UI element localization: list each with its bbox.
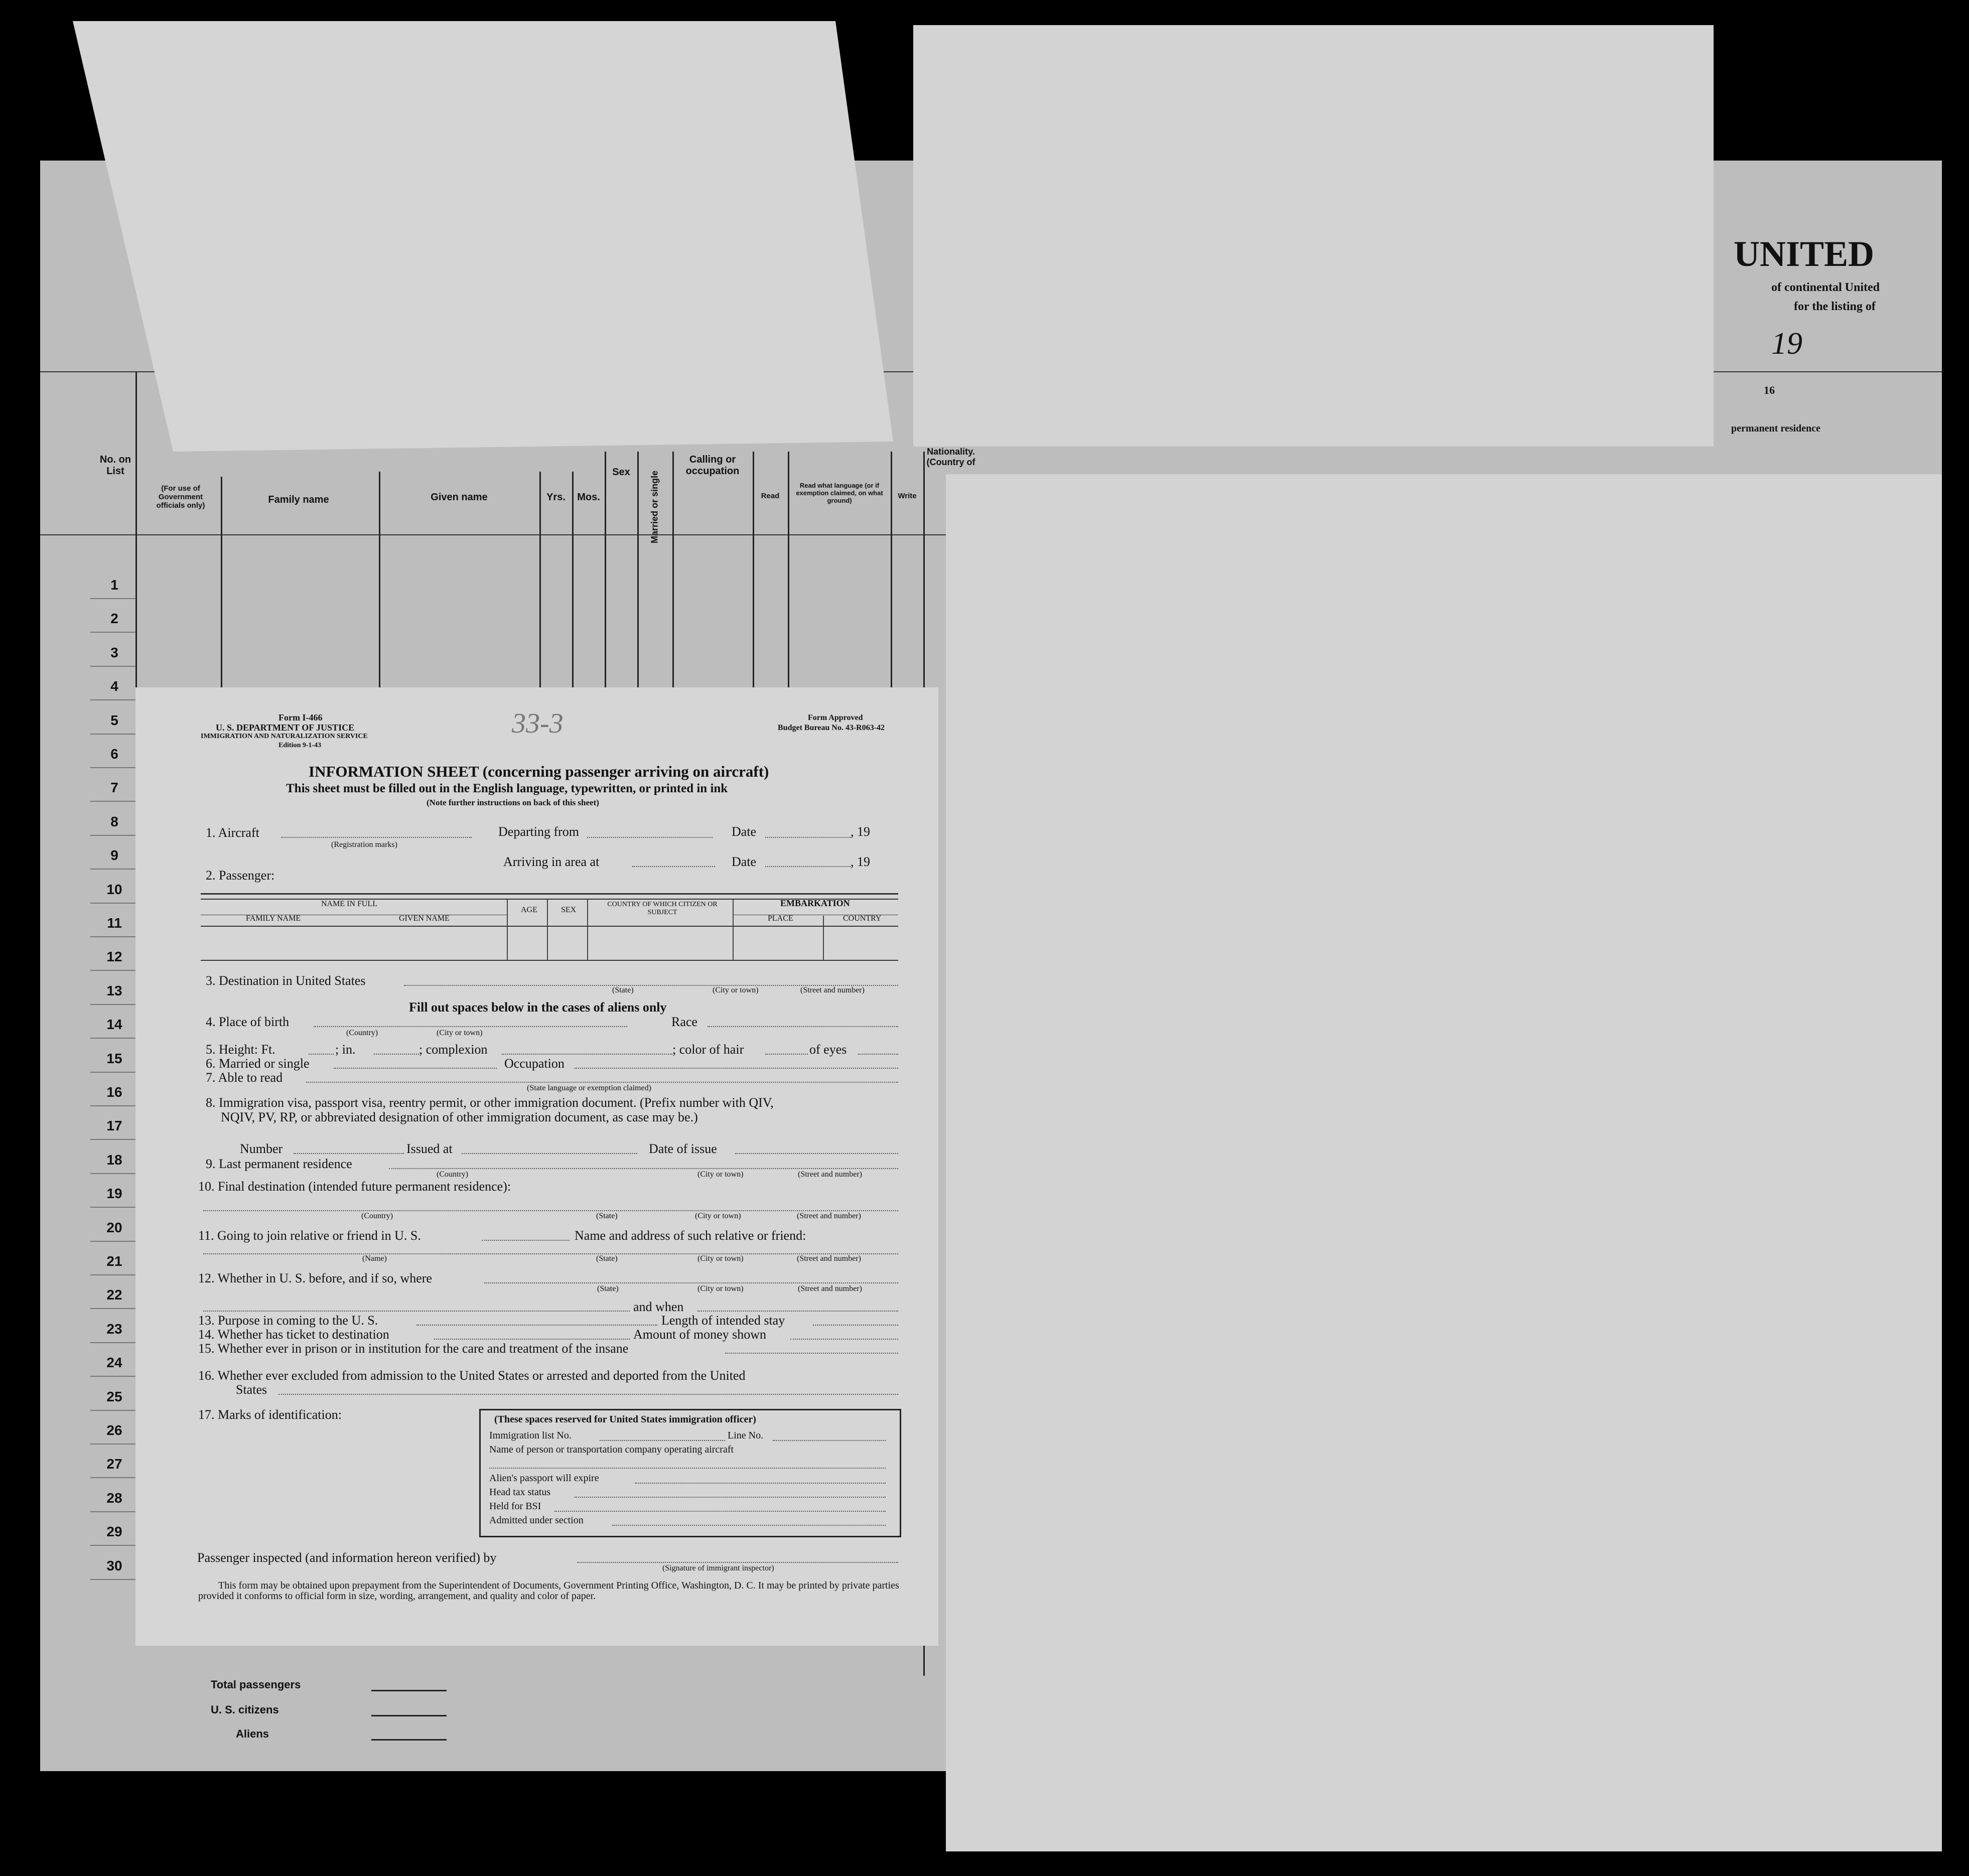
length-of-stay-label: Length of intended stay — [661, 1313, 785, 1328]
line-no-line[interactable] — [773, 1440, 886, 1441]
operator-line[interactable] — [489, 1468, 886, 1469]
relative-city-caption: (City or town) — [697, 1254, 744, 1263]
manifest-row-number: 6 — [110, 746, 118, 762]
ticket-line[interactable] — [434, 1339, 630, 1340]
visit-city-caption: (City or town) — [697, 1284, 744, 1293]
manifest-row-number: 20 — [106, 1219, 122, 1235]
manifest-row-number: 15 — [106, 1050, 122, 1066]
table-embarkation: EMBARKATION — [780, 898, 850, 908]
blank-sheet-top-right — [913, 25, 1714, 447]
manifest-row-number: 12 — [106, 949, 122, 965]
manifest-row-number: 27 — [106, 1456, 122, 1472]
manifest-row-number: 18 — [106, 1151, 122, 1168]
manifest-row-number: 29 — [106, 1524, 122, 1540]
field-passenger-label: 2. Passenger: — [206, 868, 275, 883]
table-age: AGE — [521, 906, 537, 914]
manifest-row-number: 19 — [106, 1186, 122, 1202]
total-passengers-label: Total passengers — [211, 1678, 301, 1691]
field-joining-relative-label: 11. Going to join relative or friend in U. S. — [198, 1228, 421, 1243]
field-immigration-document-line1: 8. Immigration visa, passport visa, reentry permit, or other immigration document. (Prefix number with QIV, — [206, 1095, 774, 1110]
field-height-label: 5. Height: Ft. — [206, 1042, 275, 1057]
table-place: PLACE — [768, 914, 793, 923]
excluded-line[interactable] — [278, 1394, 898, 1395]
col-header-no-on-list: No. on List — [99, 454, 131, 477]
manifest-row-number: 24 — [106, 1355, 122, 1371]
passenger-inspected-label: Passenger inspected (and information hereon verified) by — [197, 1550, 497, 1565]
manifest-row-number: 2 — [110, 611, 118, 627]
manifest-row-number: 23 — [106, 1321, 122, 1337]
table-family-name: FAMILY NAME — [246, 914, 301, 923]
issued-at-label: Issued at — [406, 1141, 453, 1156]
relative-street-caption: (Street and number) — [797, 1254, 861, 1263]
length-of-stay-line[interactable] — [813, 1325, 898, 1326]
joining-relative-line[interactable] — [482, 1240, 570, 1241]
line-no-label: Line No. — [728, 1430, 764, 1441]
relative-name-caption: (Name) — [362, 1254, 387, 1263]
number-line[interactable] — [294, 1153, 404, 1154]
field-purpose-label: 13. Purpose in coming to the U. S. — [198, 1313, 378, 1328]
field-aircraft-line[interactable] — [281, 837, 472, 838]
able-to-read-line[interactable] — [306, 1082, 898, 1083]
height-in-line[interactable] — [374, 1054, 419, 1055]
arrival-date-line[interactable] — [765, 866, 851, 867]
blank-sheet-right — [946, 474, 1942, 1851]
complexion-label: ; complexion — [419, 1042, 488, 1057]
married-single-line[interactable] — [334, 1068, 497, 1069]
of-eyes-label: of eyes — [809, 1042, 847, 1057]
service: IMMIGRATION AND NATURALIZATION SERVICE — [201, 733, 368, 740]
form-approved: Form Approved — [808, 713, 863, 722]
head-tax-label: Head tax status — [489, 1487, 551, 1498]
manifest-row-number: 3 — [110, 644, 118, 660]
head-tax-line[interactable] — [575, 1497, 886, 1498]
aliens-only-heading: Fill out spaces below in the cases of aliens only — [409, 1000, 667, 1015]
color-of-hair-label: ; color of hair — [672, 1042, 744, 1057]
admitted-under-label: Admitted under section — [489, 1515, 584, 1526]
operator-label: Name of person or transportation company operating aircraft — [489, 1444, 734, 1455]
us-citizens-label: U. S. citizens — [211, 1703, 279, 1716]
birth-country-caption: (Country) — [346, 1029, 378, 1037]
budget-bureau: Budget Bureau No. 43-R063-42 — [778, 724, 885, 732]
manifest-row-number: 8 — [110, 813, 118, 829]
issued-at-line[interactable] — [462, 1153, 637, 1154]
field-marks-of-identification-label: 17. Marks of identification: — [198, 1407, 342, 1422]
table-sex: SEX — [561, 906, 577, 914]
passport-expire-line[interactable] — [635, 1483, 886, 1484]
manifest-row-number: 16 — [106, 1084, 122, 1100]
visit-state-caption: (State) — [597, 1284, 619, 1293]
arrival-date-label: Date — [732, 854, 757, 869]
occupation-label: Occupation — [504, 1056, 565, 1071]
field-excluded-label-line1: 16. Whether ever excluded from admission to the United States or arrested and deported from the United — [198, 1368, 746, 1383]
col-header-write: Write — [898, 492, 917, 500]
manifest-row-number: 7 — [110, 780, 118, 796]
manifest-row-number: 5 — [110, 712, 118, 728]
handwritten-reference: 33-3 — [512, 708, 564, 739]
last-residence-line[interactable] — [389, 1168, 898, 1169]
manifest-row-number: 17 — [106, 1118, 122, 1134]
form-title: INFORMATION SHEET (concerning passenger arriving on aircraft) — [309, 763, 769, 780]
col-header-sex: Sex — [612, 467, 630, 478]
admitted-under-line[interactable] — [612, 1525, 886, 1526]
form-subtitle: This sheet must be filled out in the English language, typewritten, or printed in ink — [286, 782, 728, 795]
table-given-name: GIVEN NAME — [399, 914, 450, 923]
manifest-row-number: 11 — [107, 915, 122, 931]
residence-street-caption: (Street and number) — [798, 1170, 862, 1179]
signature-caption: (Signature of immigrant inspector) — [662, 1564, 774, 1572]
field-excluded-label-line2: States — [236, 1382, 267, 1397]
manifest-subtitle-line-1: of continental United — [1771, 281, 1880, 294]
passport-expire-label: Alien's passport will expire — [489, 1473, 599, 1484]
held-for-bsi-line[interactable] — [554, 1511, 886, 1512]
field-place-of-birth-label: 4. Place of birth — [206, 1015, 290, 1029]
place-of-birth-line[interactable] — [314, 1026, 627, 1027]
departure-year: , 19 — [851, 824, 870, 839]
departing-from-line[interactable] — [587, 837, 713, 838]
date-of-issue-line[interactable] — [735, 1153, 898, 1154]
race-line[interactable] — [708, 1026, 898, 1027]
field-ticket-label: 14. Whether has ticket to destination — [198, 1327, 389, 1342]
manifest-title-fragment: UNITED — [1734, 234, 1875, 274]
departure-date-label: Date — [732, 824, 757, 839]
language-note-caption: (State language or exemption claimed) — [527, 1084, 651, 1092]
immigration-list-no-label: Immigration list No. — [489, 1430, 572, 1441]
destination-state-caption: (State) — [612, 986, 634, 994]
col-header-read: Read — [761, 492, 780, 500]
manifest-permanent-residence-label: permanent residence — [1731, 423, 1820, 434]
manifest-row-number: 9 — [110, 847, 118, 863]
department: U. S. DEPARTMENT OF JUSTICE — [216, 723, 355, 733]
col-header-nationality: Nationality. (Country of — [926, 447, 975, 467]
manifest-subtitle-line-2: for the listing of — [1794, 300, 1876, 313]
manifest-row-number: 10 — [106, 881, 122, 897]
aliens-label: Aliens — [236, 1727, 269, 1740]
final-country-caption: (Country) — [361, 1212, 393, 1220]
col-header-months: Mos. — [577, 492, 600, 503]
field-immigration-document-line2: NQIV, PV, RP, or abbreviated designation of other immigration document, as case may be.) — [221, 1110, 698, 1124]
field-prison-label: 15. Whether ever in prison or in institution for the care and treatment of the insane — [198, 1341, 629, 1356]
final-destination-line[interactable] — [203, 1210, 898, 1211]
previous-visit-line-2[interactable] — [203, 1311, 630, 1312]
purpose-line[interactable] — [416, 1325, 657, 1326]
date-of-issue-label: Date of issue — [649, 1141, 717, 1156]
manifest-row-number: 28 — [106, 1490, 122, 1506]
manifest-row-number: 21 — [106, 1253, 122, 1269]
complexion-line[interactable] — [502, 1054, 672, 1055]
final-street-caption: (Street and number) — [797, 1212, 861, 1220]
manifest-row-number: 22 — [106, 1287, 122, 1303]
and-when-line[interactable] — [697, 1311, 898, 1312]
number-label: Number — [240, 1141, 283, 1156]
table-country: COUNTRY — [843, 914, 882, 923]
destination-city-caption: (City or town) — [713, 986, 759, 994]
officer-box-heading: (These spaces reserved for United States immigration officer) — [494, 1414, 756, 1425]
prison-line[interactable] — [725, 1353, 898, 1354]
form-note: (Note further instructions on back of this sheet) — [427, 798, 599, 807]
manifest-row-number: 30 — [106, 1557, 122, 1573]
manifest-row-number: 4 — [110, 678, 118, 694]
field-previous-visit-label: 12. Whether in U. S. before, and if so, where — [198, 1271, 432, 1285]
destination-street-caption: (Street and number) — [800, 986, 865, 994]
amount-money-label: Amount of money shown — [633, 1327, 767, 1342]
col-header-years: Yrs. — [546, 492, 566, 503]
arriving-in-area-label: Arriving in area at — [503, 854, 600, 869]
col-header-given-name: Given name — [431, 492, 488, 503]
occupation-line[interactable] — [575, 1068, 898, 1069]
final-city-caption: (City or town) — [695, 1212, 741, 1220]
table-name-in-full: NAME IN FULL — [321, 900, 377, 908]
relative-address-line[interactable] — [203, 1253, 898, 1254]
registration-marks-caption: (Registration marks) — [331, 840, 397, 849]
manifest-row-number: 14 — [106, 1017, 122, 1033]
col-header-family-name: Family name — [268, 494, 329, 505]
inspector-signature-line[interactable] — [577, 1562, 898, 1563]
manifest-row-number: 13 — [106, 982, 122, 998]
height-in-label: ; in. — [335, 1042, 356, 1057]
amount-money-line[interactable] — [790, 1339, 898, 1340]
manifest-year-prefix: 19 — [1771, 327, 1802, 361]
arrival-year: , 19 — [851, 854, 870, 869]
and-when-label: and when — [633, 1300, 684, 1314]
col-header-calling-occupation: Calling or occupation — [685, 454, 740, 477]
form-number: Form I-466 — [278, 712, 323, 723]
manifest-row-number: 26 — [106, 1422, 122, 1438]
table-country-citizen: COUNTRY OF WHICH CITIZEN OR SUBJECT — [607, 901, 718, 916]
departure-date-line[interactable] — [765, 837, 851, 838]
field-last-residence-label: 9. Last permanent residence — [206, 1157, 352, 1171]
manifest-row-number: 1 — [110, 577, 118, 593]
race-label: Race — [671, 1015, 697, 1029]
immigration-list-no-line[interactable] — [600, 1440, 725, 1441]
height-ft-line[interactable] — [309, 1054, 334, 1055]
field-aircraft-label: 1. Aircraft — [206, 825, 259, 840]
edition: Edition 9-1-43 — [278, 742, 322, 749]
relative-address-label: Name and address of such relative or friend: — [575, 1228, 806, 1243]
col-header-married-single: Married or single — [649, 470, 660, 544]
visit-street-caption: (Street and number) — [798, 1284, 862, 1293]
manifest-col-16: 16 — [1764, 384, 1775, 396]
birth-city-caption: (City or town) — [437, 1029, 483, 1037]
final-state-caption: (State) — [596, 1212, 618, 1220]
field-destination-label: 3. Destination in United States — [206, 973, 366, 988]
eyes-line[interactable] — [858, 1054, 898, 1055]
residence-country-caption: (Country) — [437, 1170, 469, 1179]
field-able-to-read-label: 7. Able to read — [206, 1070, 283, 1085]
relative-state-caption: (State) — [596, 1254, 618, 1263]
hair-line[interactable] — [765, 1054, 808, 1055]
residence-city-caption: (City or town) — [697, 1170, 744, 1179]
departing-from-label: Departing from — [498, 824, 580, 839]
previous-visit-line[interactable] — [484, 1282, 898, 1283]
manifest-row-number: 25 — [106, 1388, 122, 1404]
footer-note: This form may be obtained upon prepayment from the Superintendent of Documents, Government Printing Office, Washington, D. C. It may be printed by private parties provided it conforms to official form in size, wording, arrangement, and quality and color of paper. — [198, 1580, 899, 1602]
field-final-destination-label: 10. Final destination (intended future permanent residence): — [198, 1179, 511, 1194]
col-header-read-language: Read what language (or if exemption claimed, on what ground) — [796, 482, 883, 504]
col-header-government-use: (For use of Government officials only) — [156, 484, 205, 510]
held-for-bsi-label: Held for BSI — [489, 1501, 541, 1512]
field-married-single-label: 6. Married or single — [206, 1056, 310, 1071]
arriving-in-area-line[interactable] — [632, 866, 715, 867]
